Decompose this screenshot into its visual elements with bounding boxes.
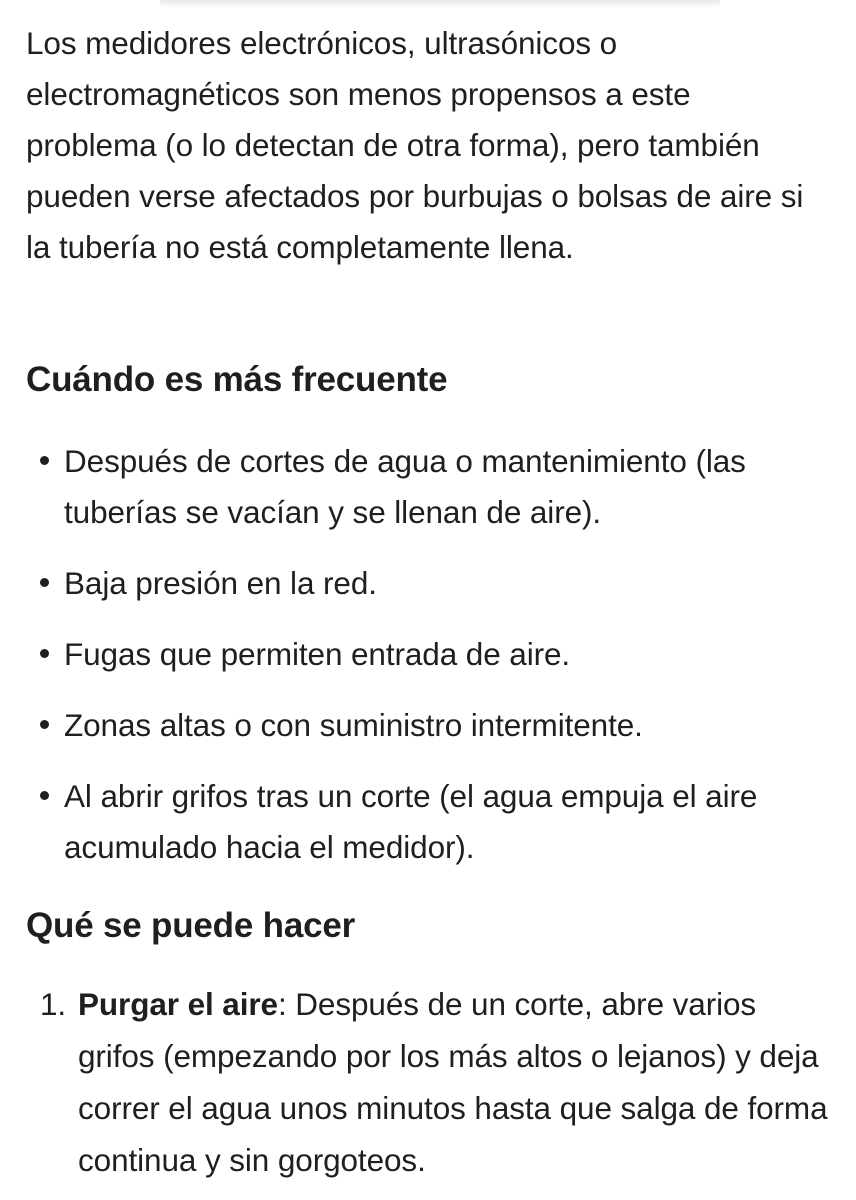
list-item-number: 1. [40,986,67,1022]
actions-numbered-list [0,978,856,1186]
list-item [0,700,856,751]
list-item-text: Al abrir grifos tras un corte (el agua empuja el aire acumulado hacia el medidor). [64,778,758,865]
top-edge-shadow [160,0,720,8]
bullet-dot-icon [40,649,49,658]
section-heading-actions: Qué se puede hacer [26,906,356,945]
list-item-text: Después de un corte, abre varios grifos (empezando por los más altos o lejanos) y deja correr el agua unos minutos hasta que salga de forma continua y sin gorgoteos. [78,986,828,1178]
list-item-title: Purgar el aire [78,986,278,1022]
list-item-text: Fugas que permiten entrada de aire. [64,636,571,672]
list-item-text: Baja presión en la red. [64,565,377,601]
list-item [0,436,856,538]
list-item-text: Zonas altas o con suministro intermitente. [64,707,643,743]
frequency-bullet-list [0,436,856,893]
list-item [0,978,856,1186]
list-item-separator: : [277,986,287,1022]
bullet-dot-icon [40,578,49,587]
bullet-dot-icon [40,791,49,800]
bullet-dot-icon [40,456,49,465]
list-item [0,771,856,873]
list-item-text: Después de cortes de agua o mantenimiento (las tuberías se vacían y se llenan de aire). [64,443,746,530]
list-item [0,558,856,609]
section-heading-frequency: Cuándo es más frecuente [26,360,448,399]
intro-paragraph: Los medidores electrónicos, ultrasónicos o electromagnéticos son menos propensos a este problema (o lo detectan de otra forma), pero también pueden verse afectados por burbujas o bolsas de aire si la tubería no está completamente llena. [26,25,804,265]
list-item [0,629,856,680]
bullet-dot-icon [40,720,49,729]
